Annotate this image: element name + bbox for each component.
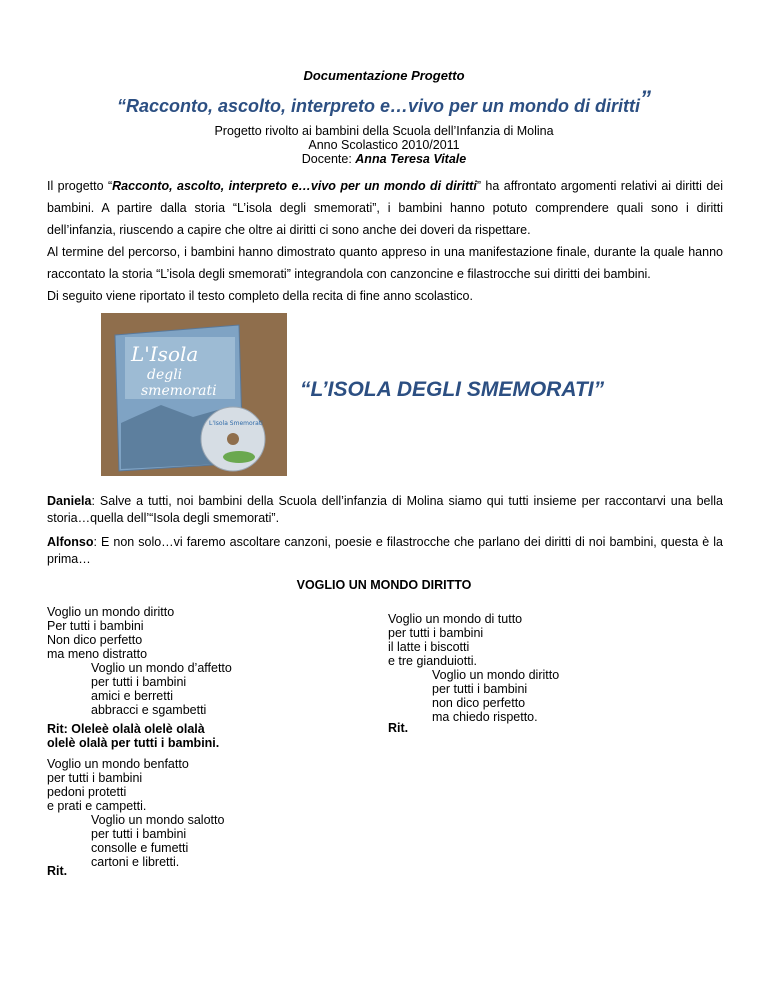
song-refrain <box>47 722 219 750</box>
intro-p1-project-title: Racconto, ascolto, interpreto e…vivo per un mondo di diritti <box>112 179 477 193</box>
teacher-name: Anna Teresa Vitale <box>355 152 467 166</box>
school-year-line: Anno Scolastico 2010/2011 <box>308 138 460 152</box>
verse-line: amici e berretti <box>91 689 173 703</box>
verse-line: Voglio un mondo diritto <box>432 668 560 682</box>
dialogue-line-alfonso <box>47 534 723 568</box>
song-refrain-short-right: Rit. <box>388 721 409 735</box>
dialogue-text: : E non solo…vi faremo ascoltare canzoni, poesie e filastrocche che parlano dei diritti di noi bambini, questa è la prima… <box>47 535 723 566</box>
intro-paragraph-1 <box>47 175 723 241</box>
verse-line: per tutti i bambini <box>432 682 528 696</box>
project-title-close-quote: ” <box>640 86 652 111</box>
verse-line: Voglio un mondo diritto <box>47 605 175 619</box>
verse-line: ma chiedo rispetto. <box>432 710 538 724</box>
intro-paragraph-2: Al termine del percorso, i bambini hanno dimostrato quanto appreso in una manifestazione finale, durante la quale hanno raccontato la storia “L’isola degli smemorati” integrandola con canzoncine e filastrocche sui diritti dei bambini. <box>47 245 723 281</box>
intro-p1-rest: ” ha affrontato argomenti relativi ai diritti dei bambini. A partire dalla storia “L’isola degli smemorati”, i bambini hanno potuto comprendere quali sono i diritti dell’infanzia, riuscendo a capire che oltre ai diritti ci sono anche dei doveri da rispettare. <box>47 179 723 237</box>
verse-line: per tutti i bambini <box>388 626 484 640</box>
intro-p1-start: Il progetto “ <box>47 179 113 193</box>
refrain-line: olelè olalà per tutti i bambini. <box>47 736 220 750</box>
dialogue-line-daniela <box>47 493 723 527</box>
document-title: Documentazione Progetto <box>303 68 465 83</box>
verse-line: cartoni e libretti. <box>91 855 180 869</box>
cover-title-line-3: smemorati <box>141 383 217 399</box>
verse-line: ma meno distratto <box>47 647 148 661</box>
verse-line: Voglio un mondo benfatto <box>47 757 189 771</box>
cover-title-line-1: L'Isola <box>131 342 199 366</box>
verse-line: Voglio un mondo salotto <box>91 813 225 827</box>
project-target-line: Progetto rivolto ai bambini della Scuola dell’Infanzia di Molina <box>214 124 554 138</box>
song-right-column-stanza <box>388 612 559 724</box>
dialogue-text: : Salve a tutti, noi bambini della Scuola dell’infanzia di Molina siamo qui tutti insieme per raccontarvi una bella storia…quella dell’“Isola degli smemorati”. <box>47 494 723 525</box>
teacher-line <box>0 152 768 166</box>
verse-line: pedoni protetti <box>47 785 127 799</box>
verse-line: consolle e fumetti <box>91 841 189 855</box>
project-title-text: “Racconto, ascolto, interpreto e…vivo per un mondo di diritti <box>116 96 641 116</box>
project-title <box>0 86 768 118</box>
cd-label: L'Isola Smemorati <box>209 420 263 427</box>
verse-line: e tre gianduiotti. <box>388 654 477 668</box>
verse-line: Voglio un mondo d’affetto <box>91 661 232 675</box>
song-left-column-stanza-1 <box>47 605 232 717</box>
verse-line: abbracci e sgambetti <box>91 703 207 717</box>
intro-paragraph-3: Di seguito viene riportato il testo completo della recita di fine anno scolastico. <box>47 289 473 303</box>
book-illustration <box>101 313 287 476</box>
verse-line: e prati e campetti. <box>47 799 147 813</box>
refrain-line: Rit: Oleleè olalà olelè olalà <box>47 722 205 736</box>
verse-line: per tutti i bambini <box>91 827 187 841</box>
speaker-name: Alfonso <box>47 535 94 549</box>
speaker-name: Daniela <box>47 494 92 508</box>
verse-line: per tutti i bambini <box>47 771 143 785</box>
song-title: VOGLIO UN MONDO DIRITTO <box>296 578 472 592</box>
verse-line: Per tutti i bambini <box>47 619 144 633</box>
teacher-label: Docente: <box>301 152 356 166</box>
verse-line: non dico perfetto <box>432 696 526 710</box>
song-refrain-short-left: Rit. <box>47 864 68 878</box>
song-left-column-stanza-2 <box>47 757 224 869</box>
verse-line: Non dico perfetto <box>47 633 143 647</box>
verse-line: il latte i biscotti <box>388 640 470 654</box>
cover-title-line-2: degli <box>147 367 183 383</box>
book-cover-photo <box>101 313 287 476</box>
verse-line: per tutti i bambini <box>91 675 187 689</box>
story-title: “L’ISOLA DEGLI SMEMORATI” <box>300 378 605 401</box>
verse-line: Voglio un mondo di tutto <box>388 612 523 626</box>
